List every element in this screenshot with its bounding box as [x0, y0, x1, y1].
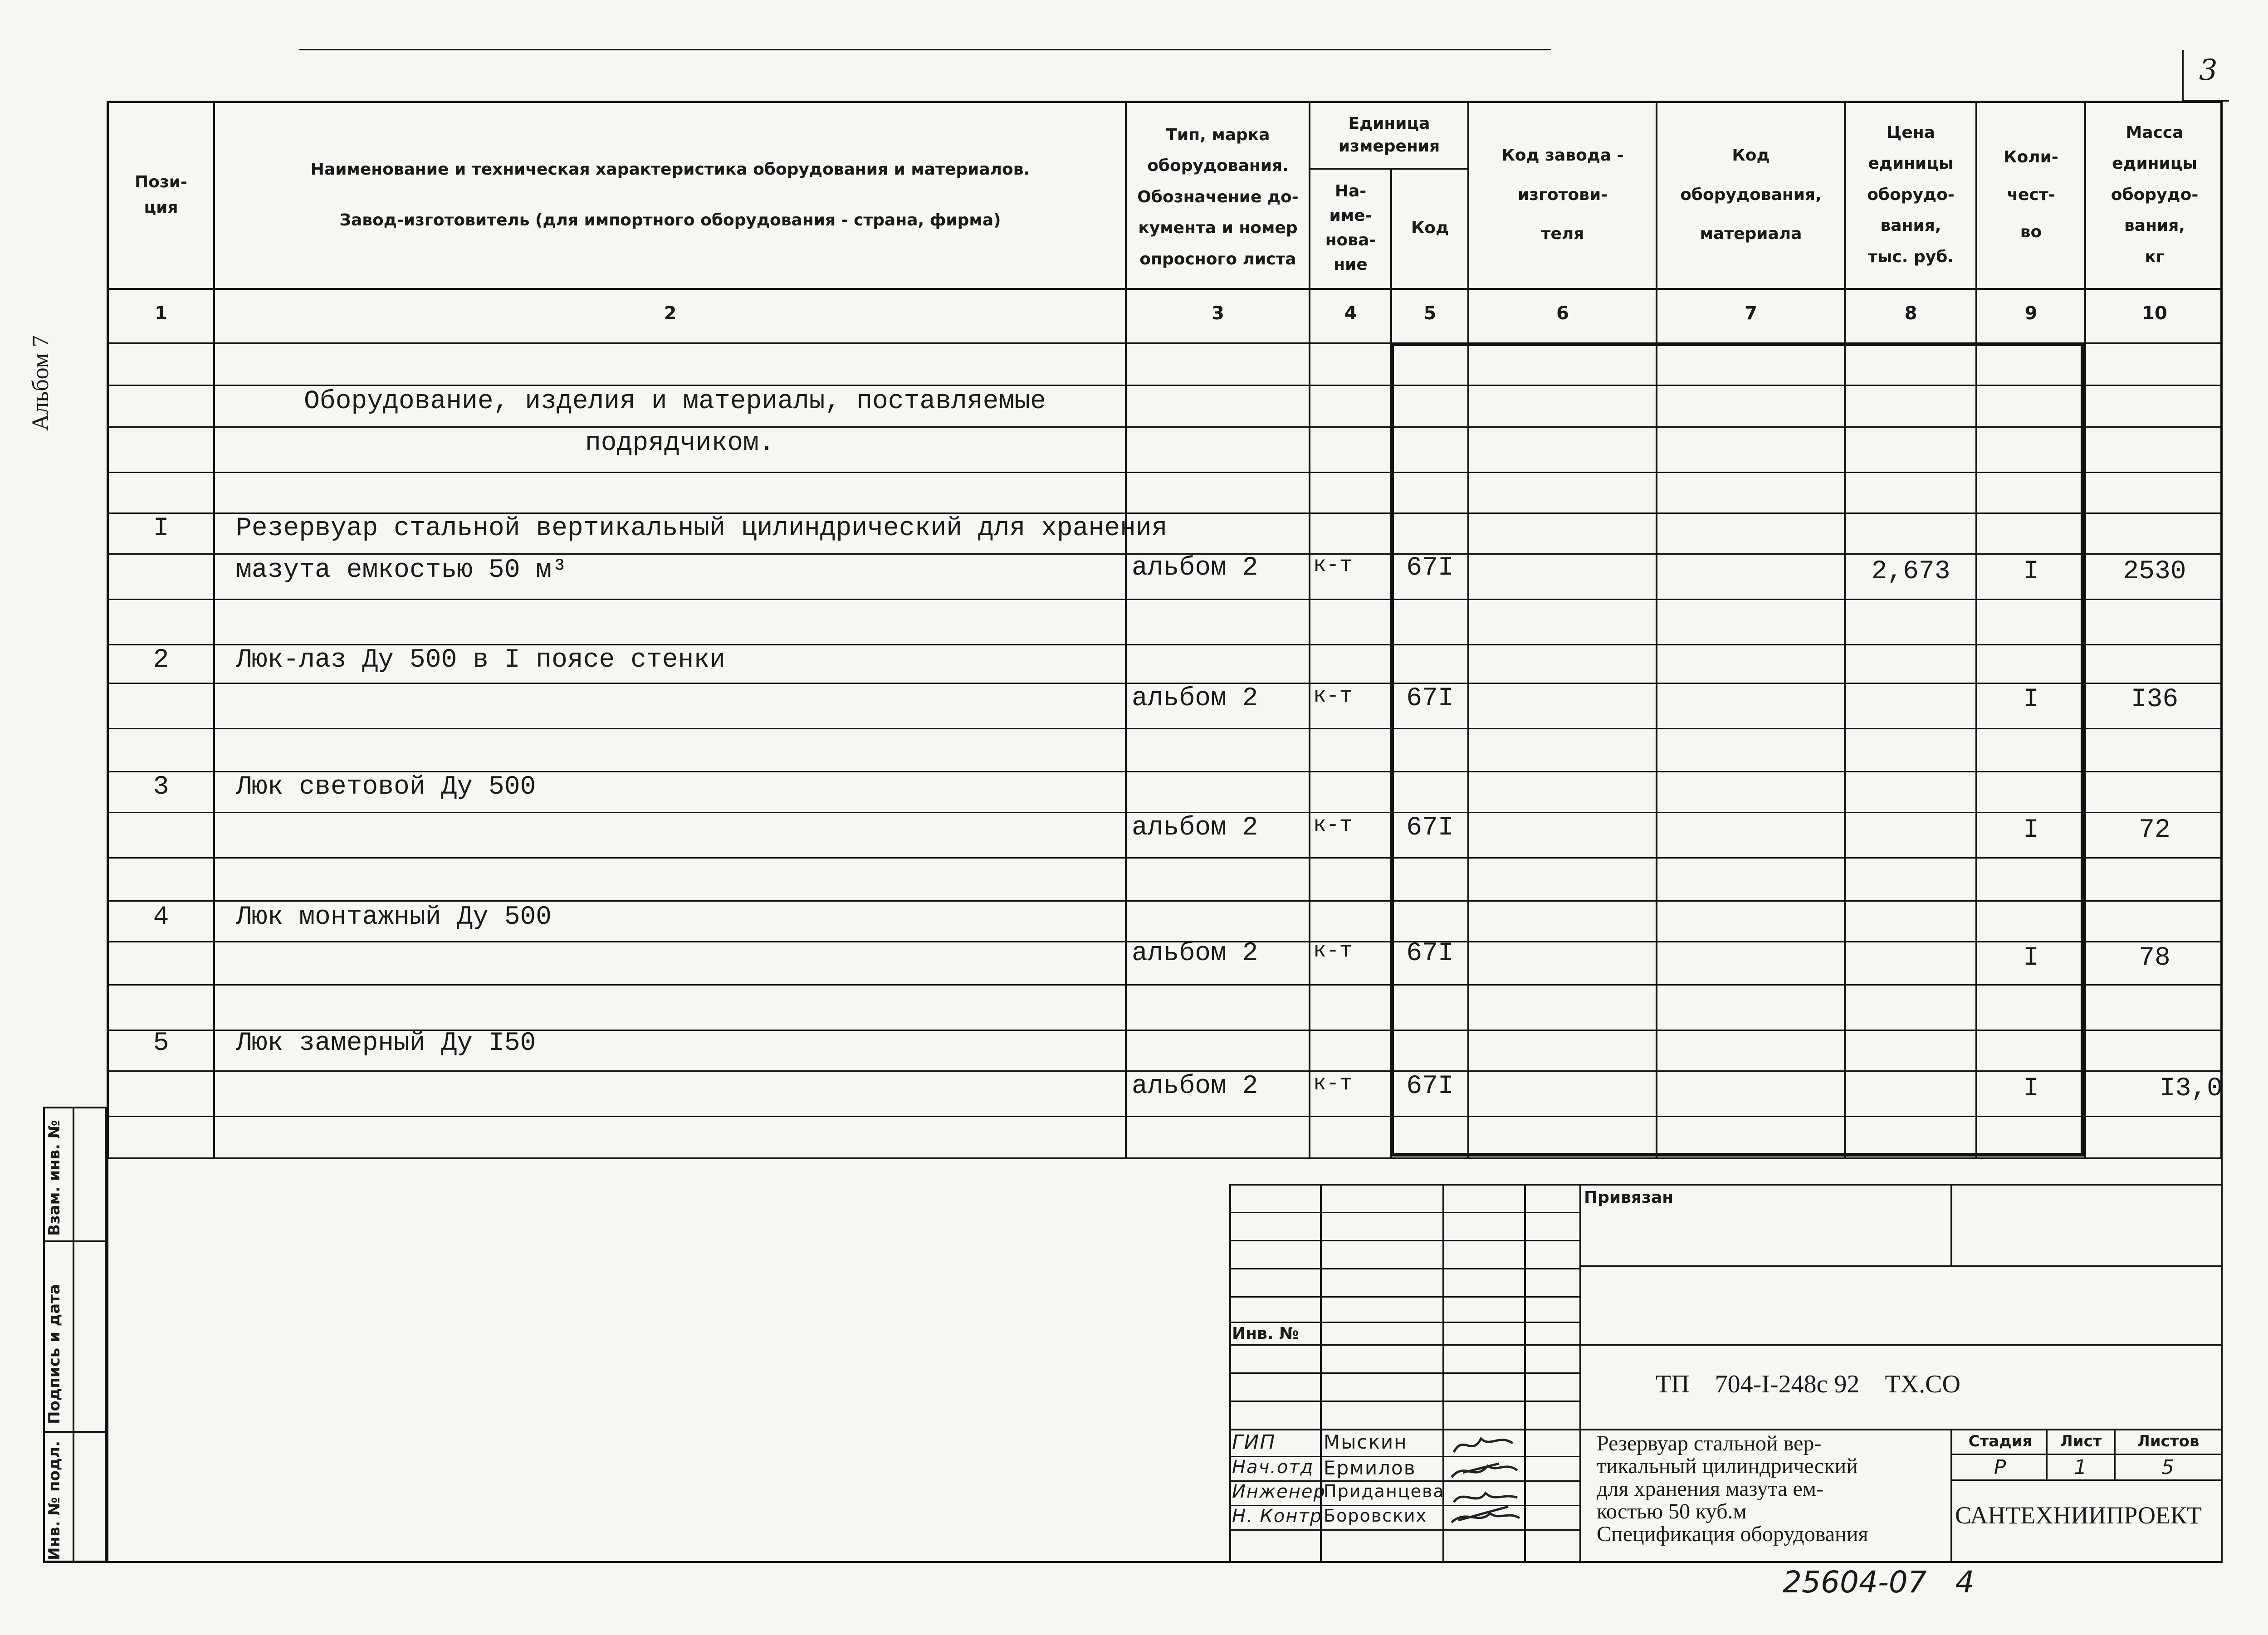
strip-inv-podl: Инв. № подл. — [45, 1440, 64, 1560]
role-gip: ГИП — [1232, 1431, 1276, 1454]
item-qty: I — [2023, 685, 2039, 714]
item-qty: I — [2023, 1074, 2039, 1103]
header-quantity: Коли- чест- во — [2004, 147, 2058, 242]
header-name: Наименование и техническая характеристика оборудования и материалов. Завод-изготовитель (для импортного оборудования - страна, фирма) — [310, 160, 1030, 229]
item-position: 5 — [153, 1029, 169, 1058]
item-name: Резервуар стальной вертикальный цилиндрический для хранения — [236, 514, 1168, 543]
item-name: Люк-лаз Ду 500 в I поясе стенки — [236, 645, 725, 675]
header-equipment-code: Код оборудования, материала — [1680, 146, 1822, 244]
stadiya-value: Р — [1994, 1456, 2007, 1479]
item-mass: I36 — [2131, 685, 2179, 714]
album-side-label: Альбом 7 — [28, 335, 54, 431]
header-position: Пози- ция — [135, 173, 187, 217]
item-name: Люк монтажный Ду 500 — [236, 903, 552, 932]
role-engineer: Инженер — [1232, 1481, 1326, 1502]
item-mass: 72 — [2139, 815, 2170, 845]
stadiya-label: Стадия — [1968, 1432, 2033, 1450]
item-qty: I — [2023, 815, 2039, 845]
signatures-image — [1445, 1430, 1524, 1529]
strip-vzam: Взам. инв. № — [45, 1120, 64, 1236]
archive-number: 25604-07 4 — [1783, 1565, 1975, 1600]
inv-no-label: Инв. № — [1232, 1324, 1299, 1343]
item-doc: альбом 2 — [1132, 813, 1258, 843]
role-n-kontr: Н. Контр — [1232, 1506, 1323, 1527]
item-code: 67I — [1406, 684, 1454, 713]
listov-value: 5 — [2161, 1456, 2175, 1479]
name-ermilov: Ермилов — [1324, 1457, 1416, 1479]
header-factory-code: Код завода - изготови- теля — [1501, 146, 1624, 244]
item-mass: I3,0 — [2159, 1074, 2223, 1103]
page-number: 3 — [2199, 54, 2218, 87]
name-pridantseva: Приданцева — [1324, 1481, 1445, 1501]
item-unit: к-т — [1313, 684, 1353, 708]
item-unit: к-т — [1313, 553, 1353, 578]
section-title-line2: подрядчиком. — [585, 429, 775, 458]
listov-label: Листов — [2137, 1432, 2200, 1450]
item-price: 2,673 — [1871, 557, 1950, 586]
item-position: 2 — [153, 645, 169, 675]
document-code: ТП 704-I-248с 92 ТХ.СО — [1656, 1370, 1960, 1398]
item-code: 67I — [1406, 553, 1454, 583]
item-mass: 2530 — [2123, 557, 2186, 586]
item-unit: к-т — [1313, 939, 1353, 963]
top-rule — [299, 49, 1551, 50]
header-unit-name: На- име- нова- ние — [1325, 181, 1376, 274]
name-myskin: Мыскин — [1324, 1431, 1408, 1453]
header-mass: Масса единицы оборудо- вания, кг — [2111, 123, 2199, 266]
list-label: Лист — [2060, 1432, 2102, 1450]
privyazan-label: Привязан — [1584, 1188, 1674, 1207]
item-name: Люк замерный Ду I50 — [236, 1029, 536, 1058]
document-title: Резервуар стальной вер- тикальный цилиндрический для хранения мазута ем- костью 50 куб.м Спецификация оборудования — [1597, 1431, 1868, 1546]
item-doc: альбом 2 — [1132, 684, 1258, 713]
item-doc: альбом 2 — [1132, 1072, 1258, 1101]
header-type-doc: Тип, марка оборудования. Обозначение до- кумента и номер опросного листа — [1137, 126, 1299, 268]
item-unit: к-т — [1313, 813, 1353, 838]
section-title-line1: Оборудование, изделия и материалы, поставляемые — [304, 387, 1046, 416]
item-qty: I — [2023, 943, 2039, 973]
item-position: 3 — [153, 772, 169, 802]
item-name-cont: мазута емкостью 50 м³ — [236, 556, 567, 585]
item-position: 4 — [153, 903, 169, 932]
item-position: I — [153, 514, 169, 543]
organization: САНТЕХНИИПРОЕКТ — [1955, 1502, 2202, 1529]
header-unit: Единица измерения — [1338, 114, 1440, 156]
header-unit-code: Код — [1411, 218, 1449, 237]
strip-podpis: Подпись и дата — [45, 1284, 64, 1424]
item-doc: альбом 2 — [1132, 939, 1258, 968]
item-name: Люк световой Ду 500 — [236, 772, 536, 802]
item-doc: альбом 2 — [1132, 553, 1258, 583]
item-code: 67I — [1406, 939, 1454, 968]
item-code: 67I — [1406, 1072, 1454, 1101]
name-borovskikh: Боровских — [1324, 1506, 1427, 1526]
item-qty: I — [2023, 557, 2039, 586]
role-nach-otd: Нач.отд — [1232, 1457, 1314, 1478]
list-value: 1 — [2074, 1456, 2088, 1479]
item-code: 67I — [1406, 813, 1454, 843]
item-unit: к-т — [1313, 1072, 1353, 1096]
item-mass: 78 — [2139, 943, 2170, 973]
header-price: Цена единицы оборудо- вания, тыс. руб. — [1867, 123, 1955, 266]
